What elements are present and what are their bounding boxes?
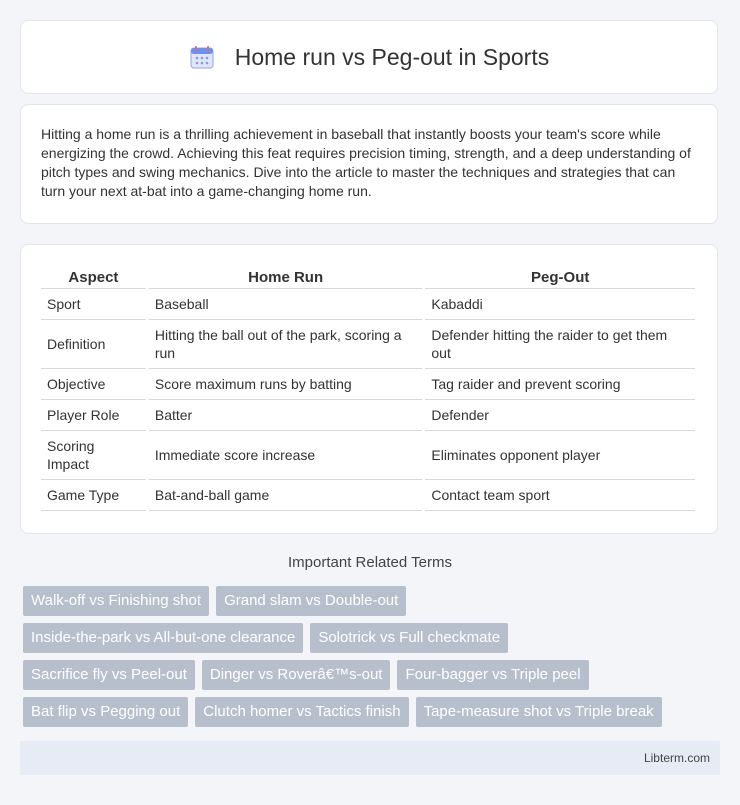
footer-site-link[interactable]: Libterm.com [643, 751, 710, 765]
comparison-table [38, 265, 698, 511]
related-term-link[interactable]: Dinger vs Roverâ€™s-out [202, 660, 391, 690]
related-term-link[interactable]: Solotrick vs Full checkmate [310, 623, 508, 653]
table-cell: Contact team sport [425, 480, 695, 511]
table-header-row [41, 265, 695, 289]
table-cell: Baseball [149, 289, 423, 320]
related-term-link[interactable]: Walk-off vs Finishing shot [23, 586, 209, 616]
related-term-link[interactable]: Four-bagger vs Triple peel [397, 660, 588, 690]
table-cell: Player Role [41, 400, 146, 431]
table-cell: Scoring Impact [41, 431, 146, 480]
table-row [41, 400, 695, 431]
tag-row [23, 660, 723, 690]
related-term-link[interactable]: Bat flip vs Pegging out [23, 697, 188, 727]
table-row [41, 320, 695, 369]
table-cell: Definition [41, 320, 146, 369]
table-cell: Objective [41, 369, 146, 400]
related-term-link[interactable]: Clutch homer vs Tactics finish [195, 697, 408, 727]
table-row [41, 431, 695, 480]
related-term-link[interactable]: Inside-the-park vs All-but-one clearance [23, 623, 303, 653]
column-header: Home Run [149, 265, 423, 289]
related-term-link[interactable]: Tape-measure shot vs Triple break [416, 697, 662, 727]
table-cell: Game Type [41, 480, 146, 511]
table-row [41, 369, 695, 400]
intro-text: Hitting a home run is a thrilling achievement in baseball that instantly boosts your team's score while energizing the crowd. Achieving this feat requires precision timing, strength, and a deep understanding of pitch types and swing mechanics. Dive into the article to master the techniques and strategies that can turn your next at-bat into a game-changing home run. [41, 126, 691, 199]
table-row [41, 480, 695, 511]
table-cell: Batter [149, 400, 423, 431]
table-cell: Kabaddi [425, 289, 695, 320]
header-card [20, 20, 718, 94]
related-terms-list [23, 586, 723, 734]
comparison-card [20, 244, 718, 534]
table-cell: Hitting the ball out of the park, scoring a run [149, 320, 423, 369]
column-header: Peg-Out [425, 265, 695, 289]
table-row [41, 289, 695, 320]
tag-row [23, 697, 723, 727]
table-cell: Sport [41, 289, 146, 320]
intro-card [20, 104, 718, 224]
table-cell: Eliminates opponent player [425, 431, 695, 480]
calendar-icon [189, 44, 215, 70]
footer [20, 741, 720, 775]
related-term-link[interactable]: Sacrifice fly vs Peel-out [23, 660, 195, 690]
table-cell: Bat-and-ball game [149, 480, 423, 511]
tag-row [23, 586, 723, 616]
table-cell: Tag raider and prevent scoring [425, 369, 695, 400]
table-cell: Defender hitting the raider to get them out [425, 320, 695, 369]
related-terms-title: Important Related Terms [288, 554, 452, 571]
tag-row [23, 623, 723, 653]
related-term-link[interactable]: Grand slam vs Double-out [216, 586, 406, 616]
column-header: Aspect [41, 265, 146, 289]
table-cell: Defender [425, 400, 695, 431]
table-cell: Immediate score increase [149, 431, 423, 480]
page-title: Home run vs Peg-out in Sports [234, 43, 550, 70]
table-cell: Score maximum runs by batting [149, 369, 423, 400]
